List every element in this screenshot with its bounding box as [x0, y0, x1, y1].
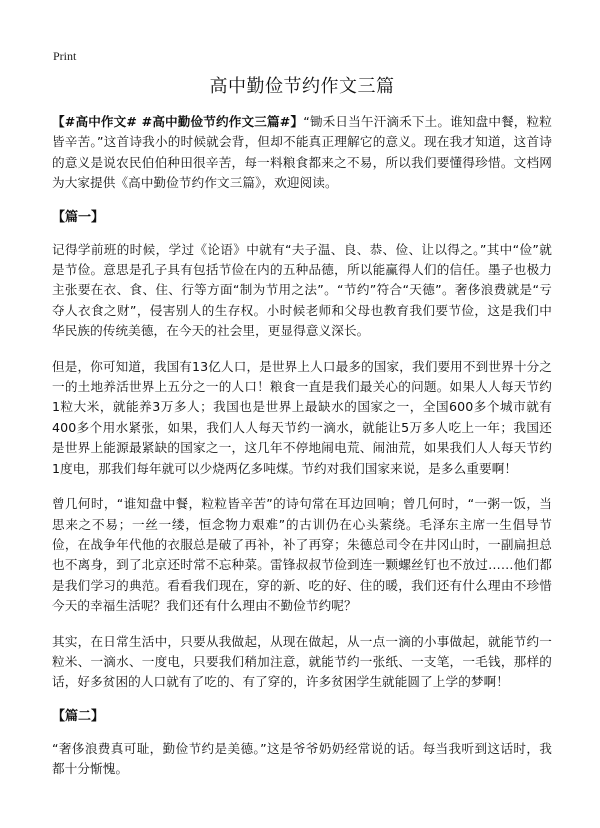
section-heading-1: 【篇一】: [52, 209, 105, 225]
article: [52, 74, 552, 780]
paragraph: 其实，在日常生活中，只要从我做起，从现在做起，从一点一滴的小事做起，就能节约一粒米、一滴水、一度电，只要我们稍加注意，就能节约一张纸、一支笔，一毛钱，那样的话，好多贫困的人口就有了吃的、有了穿的，许多贫困学生就能圆了上学的梦啊！: [52, 633, 552, 690]
paragraph: 但是，你可知道，我国有13亿人口，是世界上人口最多的国家，我们要用不到世界十分之一的土地养活世界上五分之一的人口！粮食一直是我们最关心的问题。如果人人每天节约1粒大米，就能养3万多人；我国也是世界上最缺水的国家之一，全国600多个城市就有400多个用水紧张，如果，我们人人每天节约一滴水，就能让5万多人吃上一年；我国还是世界上能源最紧缺的国家之一，这几年不停地闹电荒、闹油荒，如果我们人人每天节约1度电，那我们每年就可以少烧两亿多吨煤。节约对我们国家来说，是多么重要啊！: [52, 358, 552, 476]
paragraph: “奢侈浪费真可耻，勤俭节约是美德。”这是爷爷奶奶经常说的话。每当我听到这话时，我都十分惭愧。: [52, 740, 552, 777]
intro-paragraph: [52, 112, 552, 194]
intro-tag: 【#高中作文# #高中勤俭节约作文三篇#】: [52, 114, 304, 129]
paragraph: 记得学前班的时候，学过《论语》中就有“夫子温、良、恭、俭、让以得之。”其中“俭”就是节俭。意思是孔子具有包括节俭在内的五种品德，所以能赢得人们的信任。墨子也极力主张要在衣、食、住、行等方面“制为节用之法”。“节约”符合“天德”。奢侈浪费就是“亏夺人衣食之财”，侵害别人的生存权。小时候老师和父母也教育我们要节俭，这是我们中华民族的传统美德，在今天的社会里，更显得意义深长。: [52, 241, 552, 339]
page-title: 高中勤俭节约作文三篇: [209, 76, 395, 97]
section-heading-2: 【篇二】: [52, 708, 105, 724]
intro-text: “锄禾日当午汗滴禾下土。谁知盘中餐，粒粒皆辛苦。”这首诗我小的时候就会背，但却不能真正理解它的意义。现在我才知道，这首诗的意义是说农民伯伯种田很辛苦，每一料粮食都来之不易，所以我们要懂得珍惜。文档网为大家提供《高中勤俭节约作文三篇》，欢迎阅读。: [52, 114, 552, 191]
paragraph: 曾几何时，“谁知盘中餐，粒粒皆辛苦”的诗句常在耳边回响；曾几何时，“一粥一饭，当思来之不易；一丝一缕，恒念物力艰难”的古训仍在心头萦绕。毛泽东主席一生倡导节俭，在战争年代他的衣服总是破了再补，补了再穿；朱德总司令在井冈山时，一副扁担总也不离身，到了北京还时常不忘种菜。雷锋叔叔节俭到连一颗螺丝钉也不放过……他们都是我们学习的典范。看看我们现在，穿的新、吃的好、住的暖，我们还有什么理由不珍惜今天的幸福生活呢？我们还有什么理由不勤俭节约呢？: [52, 496, 552, 614]
print-link[interactable]: Print: [53, 49, 77, 63]
